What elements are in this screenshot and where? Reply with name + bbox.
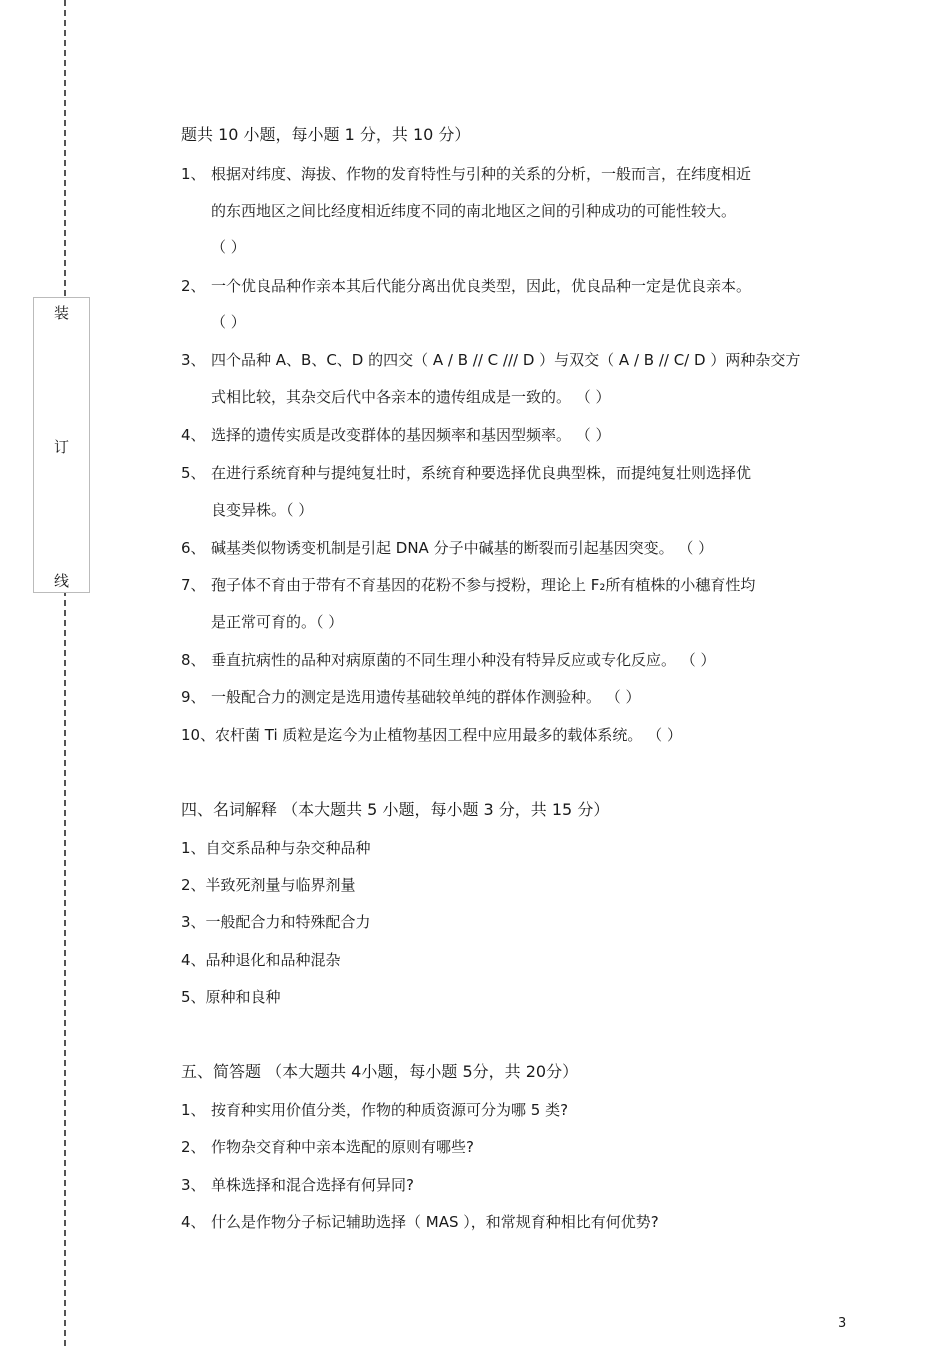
q10-number: 10、 — [181, 726, 216, 744]
section5-header: 五、简答题 （本大题共 4小题，每小题 5分，共 20分） — [181, 1062, 579, 1081]
term-item: 3、一般配合力和特殊配合力 — [181, 913, 371, 931]
q9-number: 9、 — [181, 688, 206, 706]
q4-number: 4、 — [181, 426, 206, 444]
sa1-text: 按育种实用价值分类，作物的种质资源可分为哪 5 类? — [211, 1101, 569, 1119]
sa3-number: 3、 — [181, 1176, 206, 1194]
sa3-text: 单株选择和混合选择有何异同? — [211, 1176, 414, 1194]
q4-line1 — [181, 425, 611, 445]
q8-line1 — [181, 650, 716, 670]
binding-dashed-line — [64, 0, 66, 1346]
q1-answer-blank: （ ） — [211, 238, 246, 256]
sa4-text: 什么是作物分子标记辅助选择（ MAS ），和常规育种相比有何优势? — [211, 1213, 659, 1231]
q1-number: 1、 — [181, 165, 206, 183]
q5-text-2: 良变异株。（ ） — [211, 501, 314, 519]
section3-header: 题共 10 小题，每小题 1 分，共 10 分） — [181, 125, 471, 144]
q2-line1 — [181, 276, 751, 296]
q2-text-1: 一个优良品种作亲本其后代能分离出优良类型，因此，优良品种一定是优良亲本。 — [211, 277, 752, 295]
q5-line1 — [181, 463, 751, 483]
short-answer-item — [181, 1100, 568, 1120]
q1-text-2: 的东西地区之间比经度相近纬度不同的南北地区之间的引种成功的可能性较大。 — [211, 202, 737, 220]
q8-number: 8、 — [181, 651, 206, 669]
q2-answer-blank: （ ） — [211, 313, 246, 331]
q6-text-1: 碱基类似物诱变机制是引起 DNA 分子中碱基的断裂而引起基因突变。 （ ） — [211, 539, 714, 557]
q7-text-1: 孢子体不育由于带有不育基因的花粉不参与授粉，理论上 F₂所有植株的小穗育性均 — [211, 576, 756, 594]
term-item: 2、半致死剂量与临界剂量 — [181, 876, 356, 894]
term-item: 5、原种和良种 — [181, 988, 281, 1006]
short-answer-item — [181, 1212, 659, 1232]
sa2-text: 作物杂交育种中亲本选配的原则有哪些? — [211, 1138, 474, 1156]
binding-margin-box — [33, 297, 90, 593]
q7-text-2: 是正常可育的。（ ） — [211, 613, 344, 631]
q10-line1 — [181, 725, 682, 745]
q3-text-2: 式相比较，其杂交后代中各亲本的遗传组成是一致的。 （ ） — [211, 388, 611, 406]
short-answer-item — [181, 1137, 474, 1157]
q7-number: 7、 — [181, 576, 206, 594]
q1-line1 — [181, 164, 751, 184]
binding-char-ding: 订 — [53, 438, 69, 456]
q6-number: 6、 — [181, 539, 206, 557]
term-item: 4、品种退化和品种混杂 — [181, 951, 341, 969]
q3-number: 3、 — [181, 351, 206, 369]
binding-char-xian: 线 — [53, 572, 69, 590]
sa2-number: 2、 — [181, 1138, 206, 1156]
page-number: 3 — [838, 1316, 847, 1331]
q3-text-1: 四个品种 A、B、C、D 的四交（ A / B // C /// D ）与双交（ A / B // C/ D ）两种杂交方 — [211, 351, 801, 369]
section4-header: 四、名词解释 （本大题共 5 小题，每小题 3 分，共 15 分） — [181, 800, 610, 819]
binding-char-zhuang: 装 — [53, 304, 69, 322]
q8-text-1: 垂直抗病性的品种对病原菌的不同生理小种没有特异反应或专化反应。 （ ） — [211, 651, 716, 669]
q5-text-1: 在进行系统育种与提纯复壮时，系统育种要选择优良典型株，而提纯复壮则选择优 — [211, 464, 752, 482]
q3-line1 — [181, 350, 800, 370]
q9-text-1: 一般配合力的测定是选用遗传基础较单纯的群体作测验种。 （ ） — [211, 688, 641, 706]
term-item: 1、自交系品种与杂交种品种 — [181, 839, 371, 857]
q7-line1 — [181, 575, 755, 595]
q10-text-1: 农杆菌 Ti 质粒是迄今为止植物基因工程中应用最多的载体系统。 （ ） — [215, 726, 682, 744]
q9-line1 — [181, 687, 641, 707]
sa1-number: 1、 — [181, 1101, 206, 1119]
q6-line1 — [181, 538, 713, 558]
sa4-number: 4、 — [181, 1213, 206, 1231]
q1-text-1: 根据对纬度、海拔、作物的发育特性与引种的关系的分析，一般而言，在纬度相近 — [211, 165, 752, 183]
short-answer-item — [181, 1175, 414, 1195]
q4-text-1: 选择的遗传实质是改变群体的基因频率和基因型频率。 （ ） — [211, 426, 611, 444]
q5-number: 5、 — [181, 464, 206, 482]
q2-number: 2、 — [181, 277, 206, 295]
